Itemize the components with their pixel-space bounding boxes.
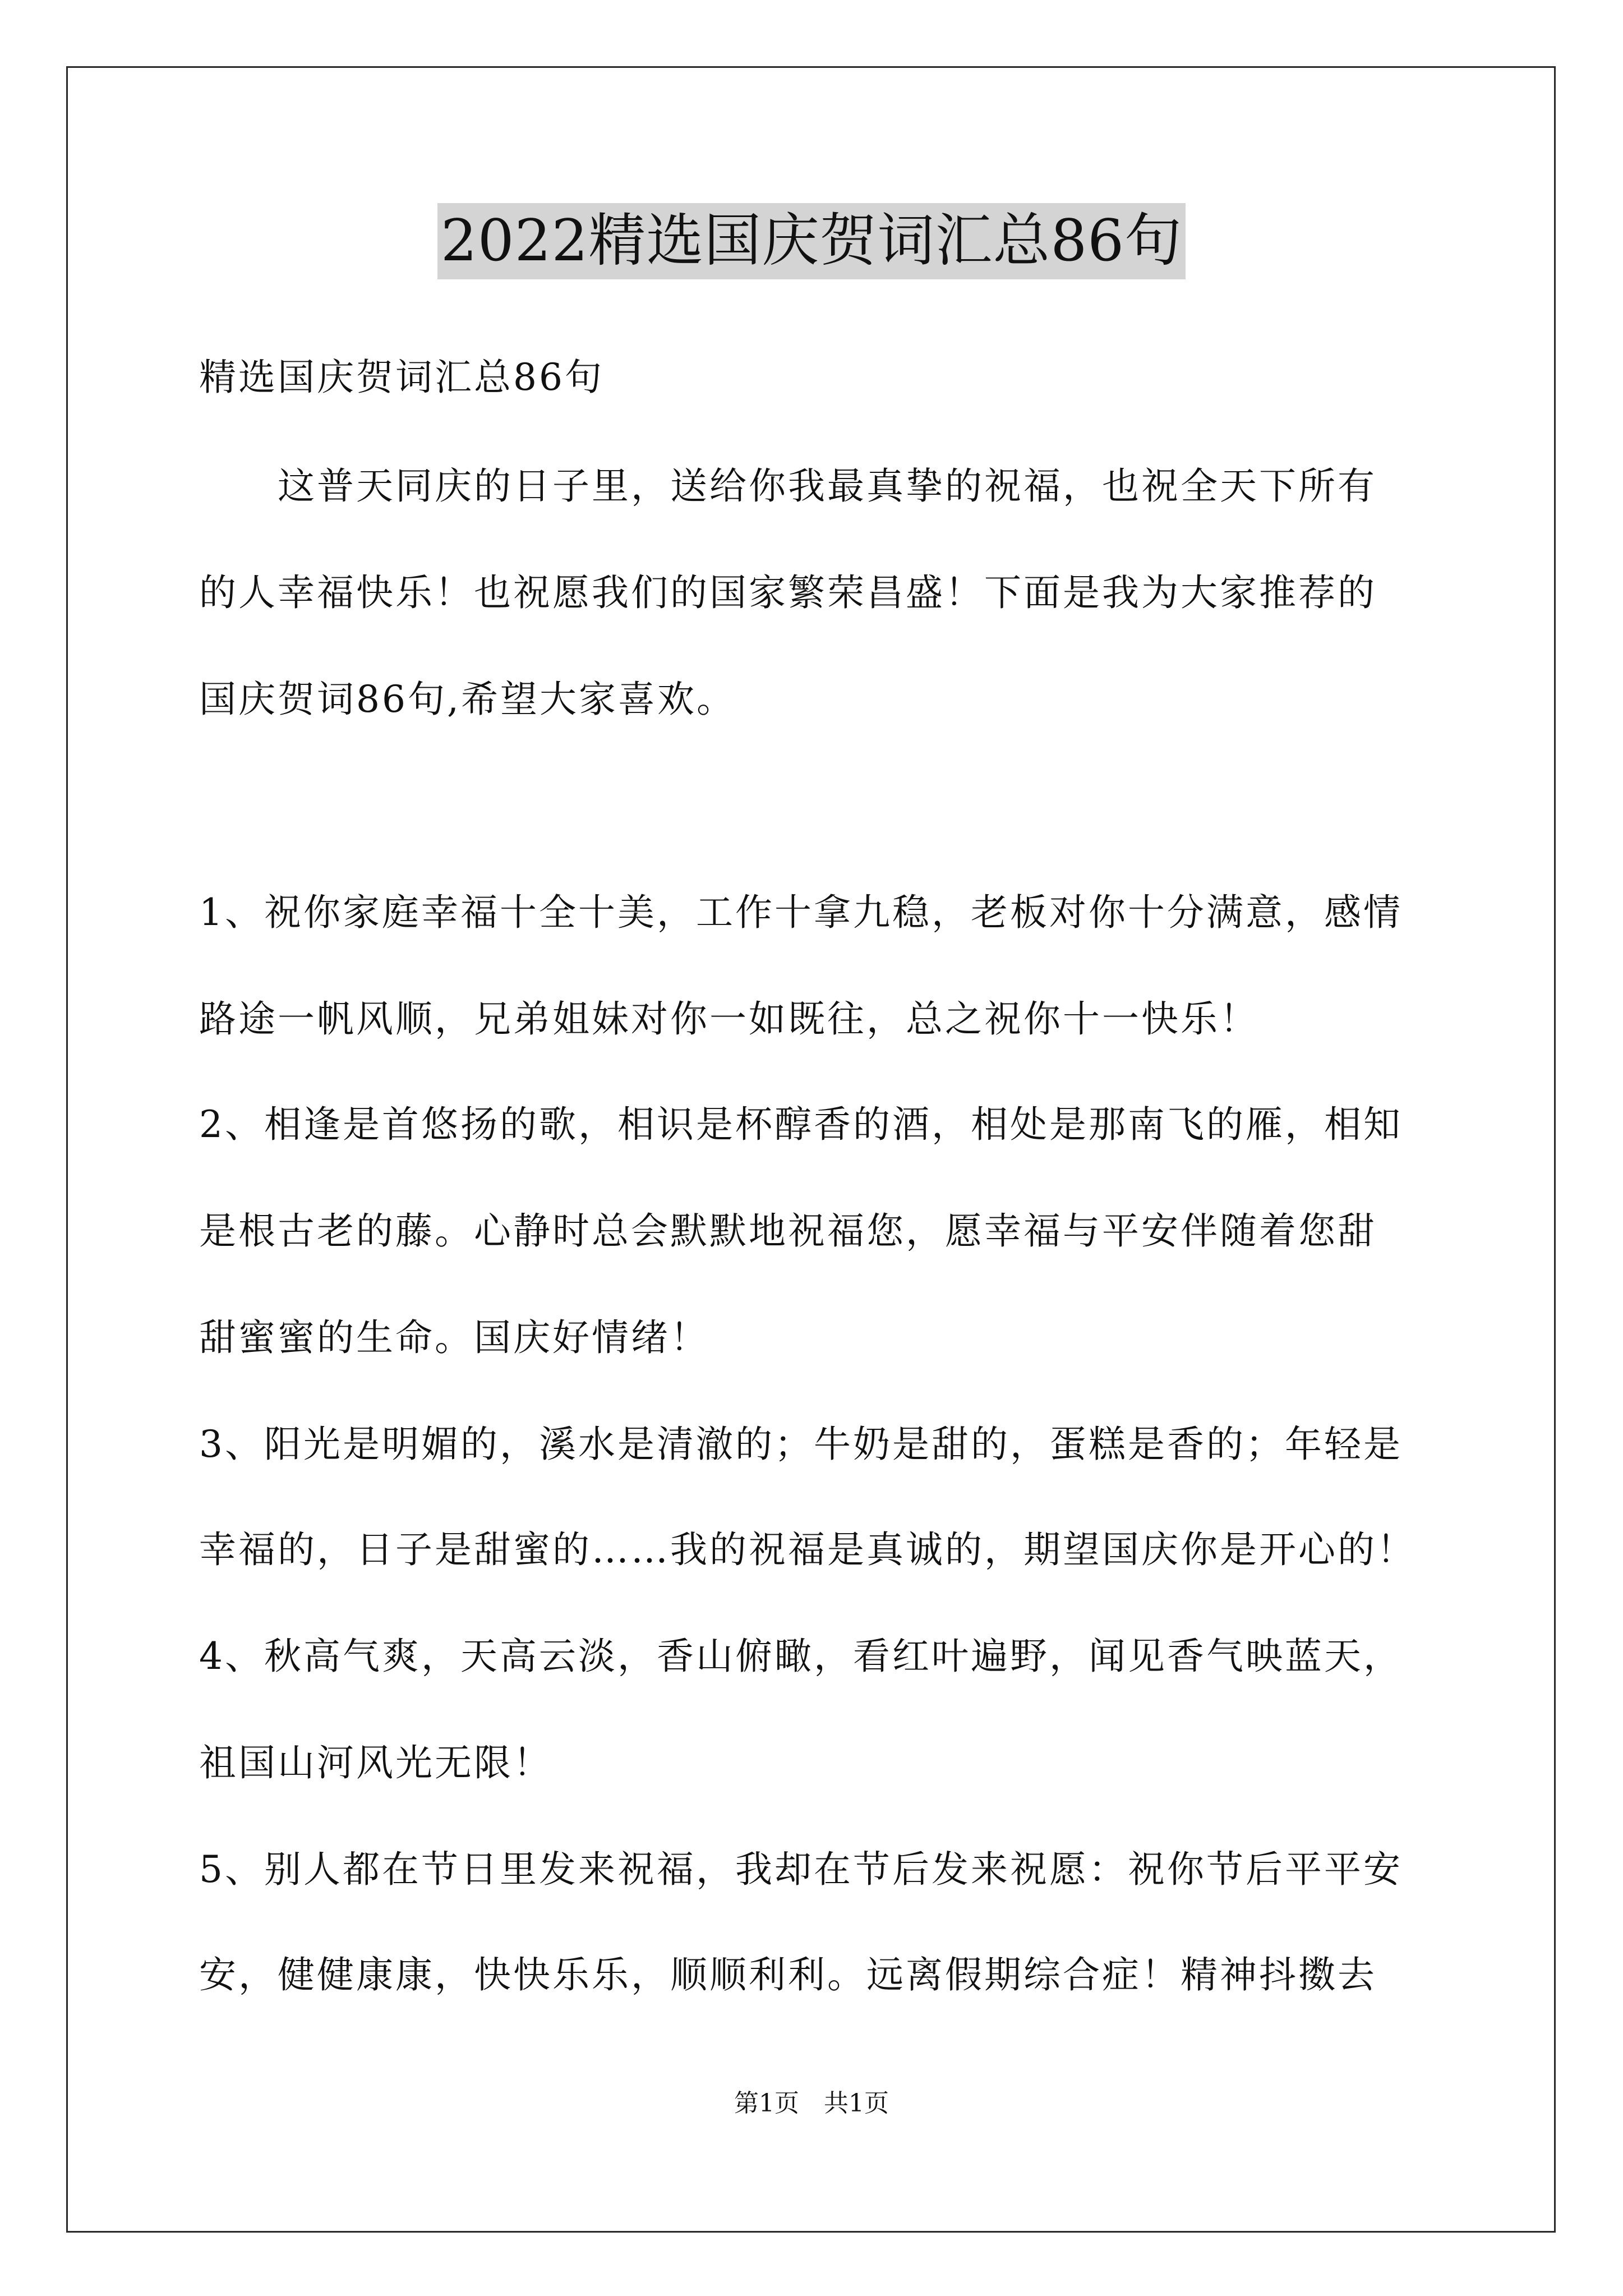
item-line: 2、相逢是首悠扬的歌，相识是杯醇香的酒，相处是那南飞的雁，相知 xyxy=(199,1103,1403,1146)
item-line: 甜蜜蜜的生命。国庆好情绪！ xyxy=(199,1316,709,1359)
item-line: 4、秋高气爽，天高云淡，香山俯瞰，看红叶遍野，闻见香气映蓝天， xyxy=(199,1635,1403,1678)
document-subtitle: 精选国庆贺词汇总86句 xyxy=(199,356,604,399)
intro-line: 这普天同庆的日子里，送给你我最真挚的祝福，也祝全天下所有 xyxy=(199,464,1377,508)
page-footer: 第1页 共1页 xyxy=(734,2089,889,2118)
intro-line: 国庆贺词86句,希望大家喜欢。 xyxy=(199,678,736,721)
item-line: 1、祝你家庭幸福十全十美，工作十拿九稳，老板对你十分满意，感情 xyxy=(199,891,1403,934)
intro-line: 的人幸福快乐！也祝愿我们的国家繁荣昌盛！下面是我为大家推荐的 xyxy=(199,571,1377,614)
item-line: 幸福的，日子是甜蜜的……我的祝福是真诚的，期望国庆你是开心的！ xyxy=(199,1528,1416,1571)
item-line: 5、别人都在节日里发来祝福，我却在节后发来祝愿：祝你节后平平安 xyxy=(199,1848,1403,1891)
title-container xyxy=(0,203,1623,279)
item-line: 祖国山河风光无限！ xyxy=(199,1741,552,1784)
item-line: 是根古老的藤。心静时总会默默地祝福您，愿幸福与平安伴随着您甜 xyxy=(199,1209,1377,1253)
item-line: 安，健健康康，快快乐乐，顺顺利利。远离假期综合症！精神抖擞去 xyxy=(199,1953,1377,1996)
document-title: 2022精选国庆贺词汇总86句 xyxy=(437,203,1186,279)
item-line: 3、阳光是明媚的，溪水是清澈的；牛奶是甜的，蛋糕是香的；年轻是 xyxy=(199,1423,1403,1466)
item-line: 路途一帆风顺，兄弟姐妹对你一如既往，总之祝你十一快乐！ xyxy=(199,997,1259,1041)
